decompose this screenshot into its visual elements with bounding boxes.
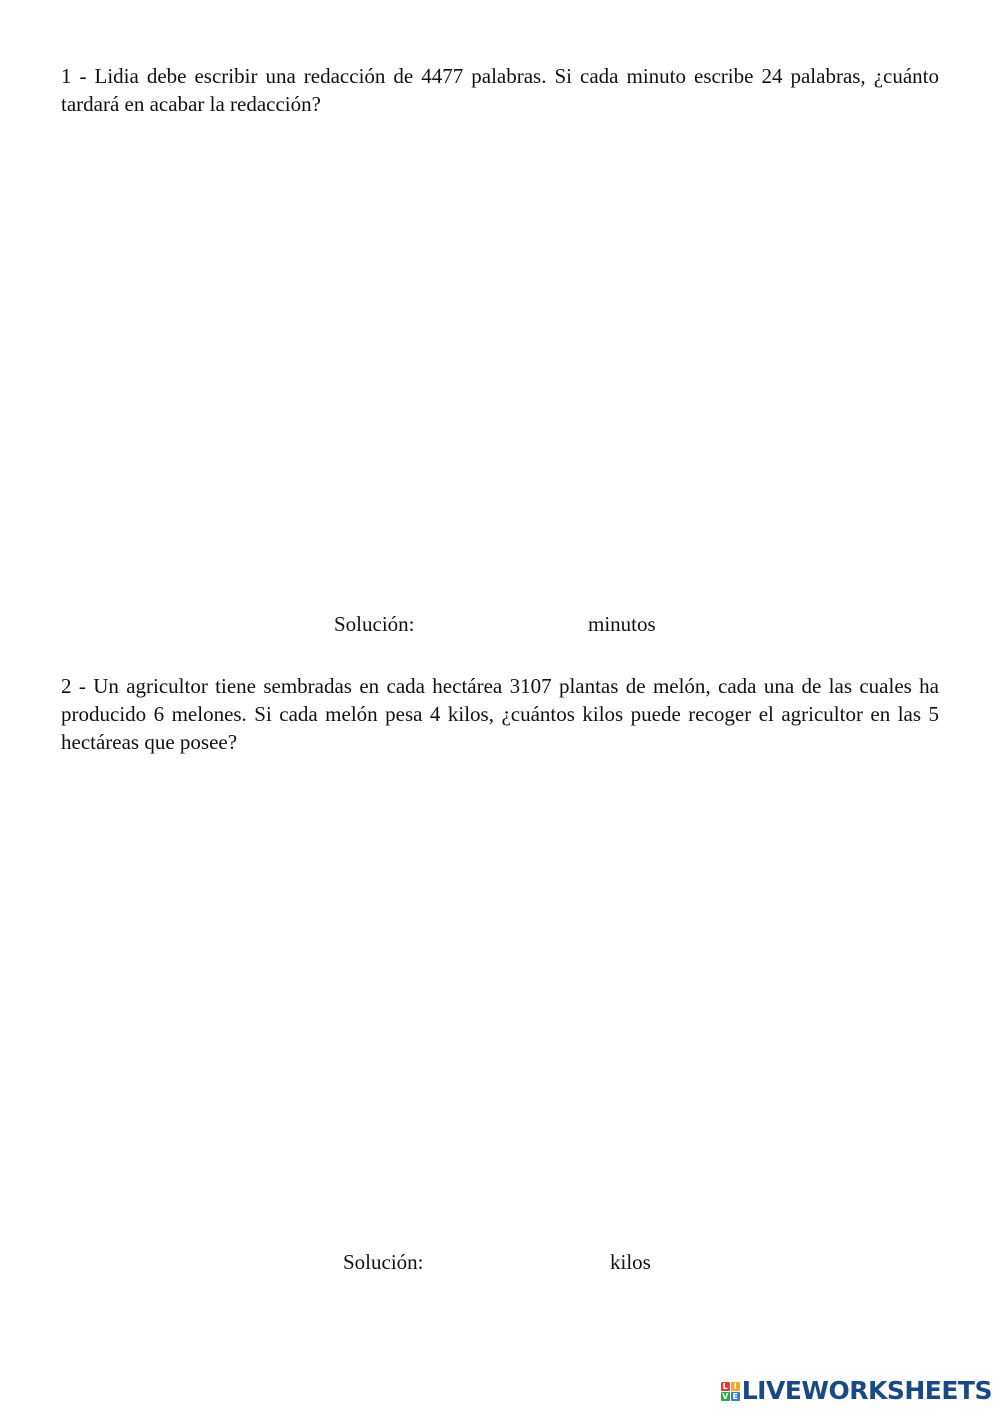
logo-letter-e: E (732, 1391, 738, 1401)
answer-2-input[interactable] (440, 1246, 600, 1276)
logo-letter-l: L (722, 1381, 728, 1391)
liveworksheets-brand (721, 1377, 992, 1405)
brand-text: LIVEWORKSHEETS (741, 1376, 992, 1405)
problem-2-text: 2 - Un agricultor tiene sembradas en cada hectárea 3107 plantas de melón, cada una de las cuales ha producido 6 melones. Si cada melón pesa 4 kilos, ¿cuántos kilos puede recoger el agricultor en las 5 hectáreas que posee? (61, 674, 939, 754)
logo-letter-v: V (722, 1391, 729, 1401)
liveworksheets-logo-icon (721, 1382, 740, 1401)
solution-2-unit: kilos (610, 1250, 651, 1274)
answer-1-input[interactable] (430, 608, 580, 638)
solution-2-label: Solución: (343, 1250, 424, 1274)
logo-letter-i: I (731, 1382, 740, 1391)
problem-1-text: 1 - Lidia debe escribir una redacción de 4477 palabras. Si cada minuto escribe 24 palabras, ¿cuánto tardará en acabar la redacción? (61, 64, 939, 116)
solution-1-label: Solución: (334, 612, 415, 636)
solution-1-unit: minutos (588, 612, 656, 636)
